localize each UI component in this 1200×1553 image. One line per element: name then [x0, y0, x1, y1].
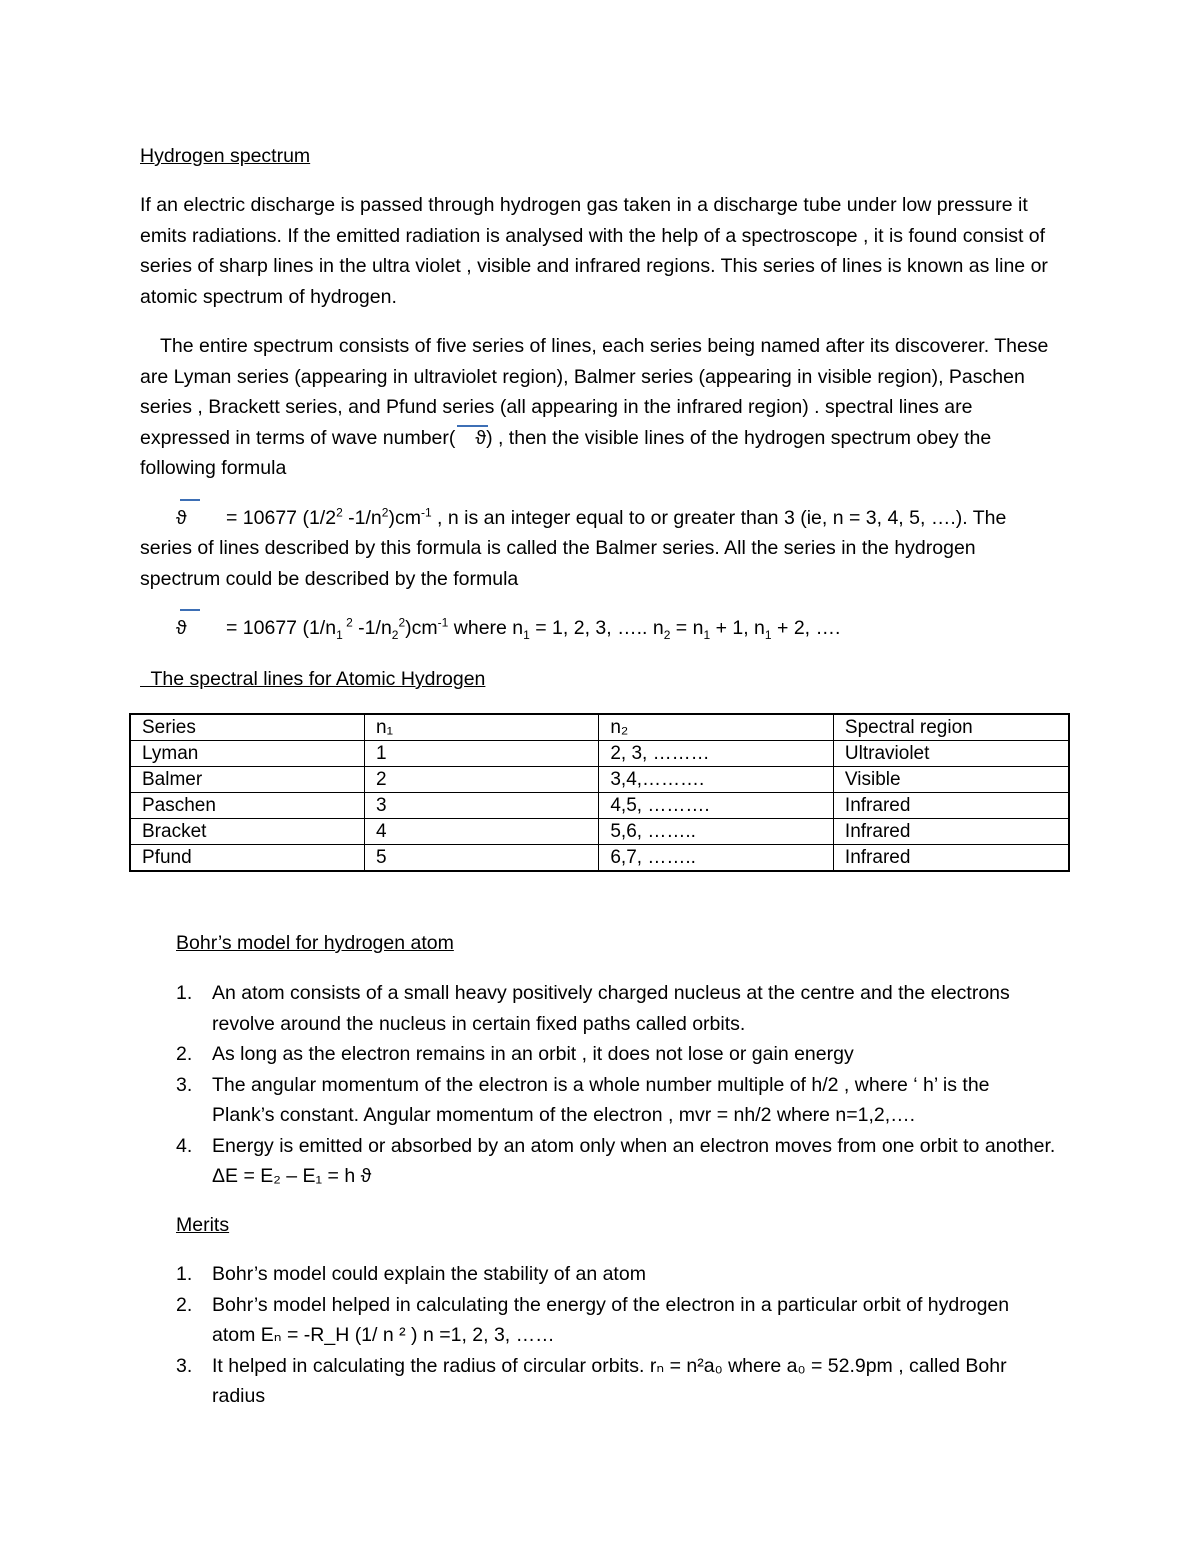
general-formula: ϑ = 10677 ($1/n_1$ $^2$ $-1/n_2^2)cm^{-1}$ where $n_1 = 1$, 2, 3, ….. $n_2 = n_1 + 1$, $n_1 + 2$, …. — [176, 613, 840, 644]
list-item: 2. As long as the electron remains in an orbit , it does not lose or gain energy — [176, 1043, 854, 1065]
table-header-cell: n₁ — [365, 714, 599, 741]
table-cell: Balmer — [130, 767, 365, 793]
table-row — [130, 819, 1069, 845]
table-title: The spectral lines for Atomic Hydrogen — [140, 668, 486, 690]
list-item: 2. Bohr’s model helped in calculating the energy of the electron in a particular orbit of hydrogen atom Eₙ = -R_H (1/ n ² ) n =1, 2, 3, …… — [176, 1293, 1010, 1346]
list-item: 1. Bohr’s model could explain the stability of an atom — [176, 1263, 646, 1285]
table-row — [130, 845, 1069, 872]
table-cell: 5,6, …….. — [599, 819, 834, 845]
table-cell: Infrared — [833, 845, 1069, 872]
table-cell: 4,5, ………. — [599, 793, 834, 819]
table-cell: Lyman — [130, 741, 365, 767]
bohr-postulates-list — [176, 978, 1056, 1192]
table-header-cell: Spectral region — [833, 714, 1069, 741]
table-cell: 6,7, …….. — [599, 845, 834, 872]
wave-number-symbol: ϑ — [176, 613, 226, 644]
merits-heading: Merits — [176, 1214, 230, 1236]
table-header-cell: Series — [130, 714, 365, 741]
balmer-formula: ϑ = 10677 ($1/2^2$ $-1/n^2)cm^{-1}$ , n is an integer equal to or greater than 3 (ie, n = 3, 4, 5, ….). The — [176, 503, 1006, 534]
table-row — [130, 767, 1069, 793]
table-header-row — [130, 714, 1069, 741]
table-cell: Infrared — [833, 819, 1069, 845]
merits-list — [176, 1259, 1056, 1412]
wave-number-symbol: ϑ — [455, 423, 486, 454]
list-item: 4. Energy is emitted or absorbed by an atom only when an electron moves from one orbit to another. ΔE = E₂ – E₁ = h ϑ — [176, 1134, 1056, 1187]
table-cell: Pfund — [130, 845, 365, 872]
wave-number-symbol: ϑ — [176, 503, 226, 534]
bohr-heading: Bohr’s model for hydrogen atom — [176, 932, 454, 954]
list-item: 1. An atom consists of a small heavy positively charged nucleus at the centre and the electrons revolve around the nucleus in certain fixed paths called orbits. — [176, 982, 1010, 1035]
list-item: 3. It helped in calculating the radius of circular orbits. rₙ = n²a₀ where a₀ = 52.9pm , called Bohr radius — [176, 1354, 1007, 1407]
table-cell: Infrared — [833, 793, 1069, 819]
intro-paragraph: If an electric discharge is passed through hydrogen gas taken in a discharge tube under low pressure it emits radiations. If the emitted radiation is analysed with the help of a spectroscope , it is found consist of series of sharp lines in the ultra violet , visible and infrared regions. This series of lines is known as line or atomic spectrum of hydrogen. — [140, 194, 1048, 308]
table-cell: 1 — [365, 741, 599, 767]
table-cell: 2, 3, ……… — [599, 741, 834, 767]
table-cell: Ultraviolet — [833, 741, 1069, 767]
table-cell: Visible — [833, 767, 1069, 793]
table-cell: 3 — [365, 793, 599, 819]
table-cell: Paschen — [130, 793, 365, 819]
table-row — [130, 741, 1069, 767]
spectral-lines-table — [129, 713, 1070, 872]
balmer-description: series of lines described by this formula is called the Balmer series. All the series in the hydrogen spectrum could be described by the formula — [140, 537, 976, 590]
page-title: Hydrogen spectrum — [140, 145, 311, 167]
list-item: 3. The angular momentum of the electron is a whole number multiple of h/2 , where ‘ h’ is the Plank’s constant. Angular momentum of the electron , mvr = nh/2 where n=1,2,…. — [176, 1073, 990, 1126]
table-row — [130, 793, 1069, 819]
table-header-cell: n₂ — [599, 714, 834, 741]
table-cell: 4 — [365, 819, 599, 845]
table-cell: 2 — [365, 767, 599, 793]
table-cell: Bracket — [130, 819, 365, 845]
table-cell: 5 — [365, 845, 599, 872]
spectrum-paragraph: The entire spectrum consists of five series of lines, each series being named after its discoverer. These are Lyman series (appearing in ultraviolet region), Balmer series (appearing in visible region), Paschen series , Brackett series, and Pfund series (all appearing in the infrared region) . spectral lines are expressed in terms of wave number( ϑ) , then the visible lines of the hydrogen spectrum obey the following formula — [140, 335, 1049, 479]
table-cell: 3,4,………. — [599, 767, 834, 793]
